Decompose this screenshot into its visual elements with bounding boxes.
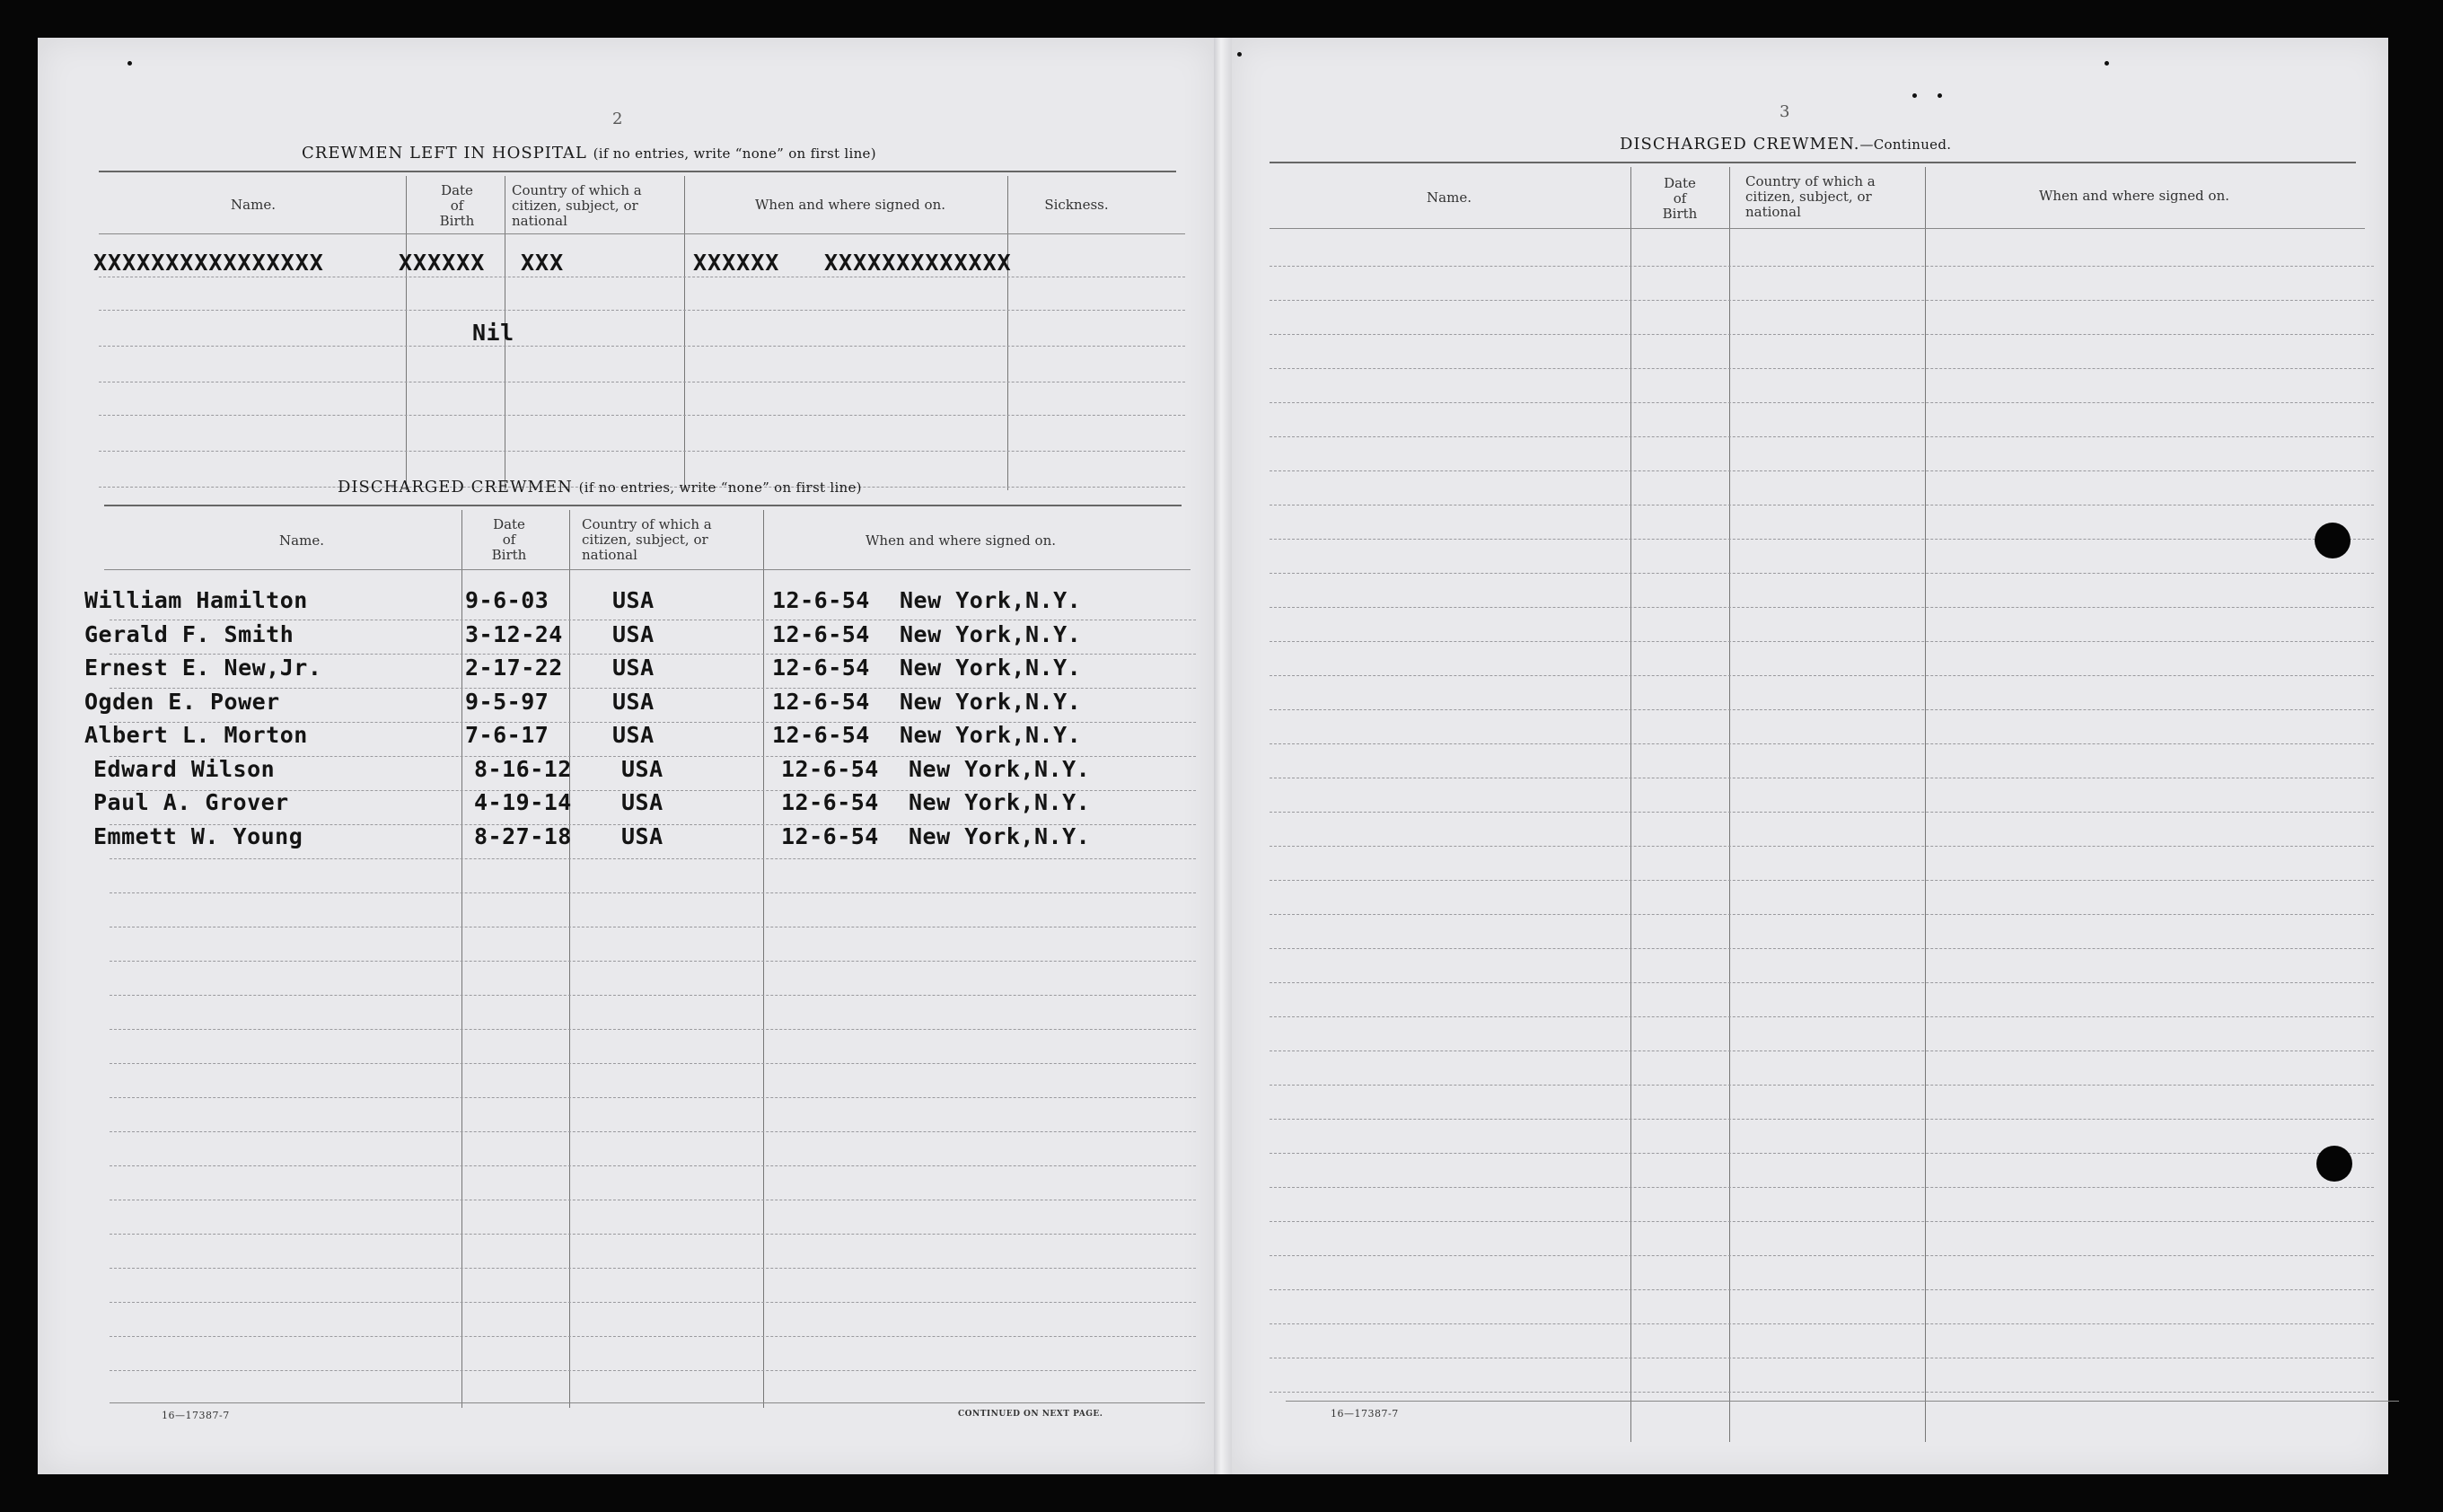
blank-line — [1270, 846, 2374, 847]
row-place: New York,N.Y. — [909, 756, 1091, 782]
punch-hole — [2315, 523, 2351, 558]
row-dob: 9-6-03 — [465, 587, 549, 613]
blank-line — [110, 1097, 1196, 1098]
blank-line — [1270, 1289, 2374, 1290]
hospital-title: CREWMEN LEFT IN HOSPITAL — [302, 144, 587, 163]
row-country: USA — [621, 756, 663, 782]
page-number: 3 — [1780, 102, 1790, 121]
row-date: 12-6-54 — [772, 722, 870, 748]
blank-line — [110, 790, 1196, 791]
blank-line — [1270, 1085, 2374, 1086]
discharged-col-country: Country of which a citizen, subject, or national — [582, 516, 712, 563]
nil-entry: Nil — [472, 320, 514, 346]
discharged-section-title — [338, 478, 862, 497]
continued-note: CONTINUED ON NEXT PAGE. — [958, 1410, 1103, 1419]
row-name: Paul A. Grover — [93, 789, 289, 815]
blank-line — [1270, 1323, 2374, 1324]
row-name: Gerald F. Smith — [84, 621, 294, 647]
blank-line — [110, 858, 1196, 859]
blank-line — [1270, 641, 2374, 642]
struck-name: XXXXXXXXXXXXXXXX — [93, 250, 324, 276]
hospital-col-country: Country of which a citizen, subject, or national — [512, 182, 642, 229]
row-name: Ogden E. Power — [84, 689, 280, 715]
row-dob: 8-16-12 — [474, 756, 572, 782]
blank-line — [110, 1131, 1196, 1132]
row-dob: 2-17-22 — [465, 655, 563, 681]
blank-line — [1270, 982, 2374, 983]
row-date: 12-6-54 — [772, 587, 870, 613]
row-name: Emmett W. Young — [93, 823, 303, 849]
blank-line — [1270, 470, 2374, 471]
blank-line — [1270, 1392, 2374, 1393]
punch-hole — [2316, 1146, 2352, 1182]
blank-line — [110, 961, 1196, 962]
row-date: 12-6-54 — [772, 621, 870, 647]
page-number: 2 — [612, 110, 623, 128]
row-dob: 3-12-24 — [465, 621, 563, 647]
row-dob: 9-5-97 — [465, 689, 549, 715]
blank-line — [1270, 1016, 2374, 1017]
blank-line — [110, 1336, 1196, 1337]
blank-line — [110, 1302, 1196, 1303]
row-place: New York,N.Y. — [900, 689, 1082, 715]
discharged-instruction: (if no entries, write “none” on first line) — [578, 479, 862, 496]
blank-line — [1270, 880, 2374, 881]
row-date: 12-6-54 — [781, 823, 879, 849]
row-country: USA — [612, 621, 655, 647]
right-page — [1232, 38, 2388, 1474]
row-name: Edward Wilson — [93, 756, 276, 782]
row-place: New York,N.Y. — [900, 655, 1082, 681]
row-country: USA — [612, 655, 655, 681]
row-dob: 7-6-17 — [465, 722, 549, 748]
blank-line — [110, 1234, 1196, 1235]
struck-dob: XXXXXX — [399, 250, 486, 276]
hospital-col-name: Name. — [231, 197, 276, 213]
page-fold — [1214, 38, 1232, 1474]
blank-line — [1270, 675, 2374, 676]
row-dob: 4-19-14 — [474, 789, 572, 815]
blank-line — [110, 1370, 1196, 1371]
row-country: USA — [612, 689, 655, 715]
blank-line — [110, 756, 1196, 757]
blank-line — [1270, 539, 2374, 540]
hospital-col-signed: When and where signed on. — [754, 197, 945, 213]
right-col-country: Country of which a citizen, subject, or national — [1745, 173, 1876, 220]
blank-line — [110, 824, 1196, 825]
blank-line — [110, 654, 1196, 655]
blank-line — [1270, 1255, 2374, 1256]
row-date: 12-6-54 — [772, 655, 870, 681]
hospital-col-sickness: Sickness. — [1044, 197, 1109, 213]
blank-line — [110, 1268, 1196, 1269]
row-country: USA — [621, 789, 663, 815]
blank-line — [110, 892, 1196, 893]
blank-line — [1270, 436, 2374, 437]
blank-line — [1270, 709, 2374, 710]
hospital-instruction: (if no entries, write “none” on first line) — [593, 145, 876, 162]
right-top-rule — [1270, 162, 2356, 163]
row-country: USA — [612, 587, 655, 613]
blank-line — [1270, 1050, 2374, 1051]
blank-line — [110, 1029, 1196, 1030]
right-col-dob: Date of Birth — [1662, 175, 1698, 222]
discharged-continued-title — [1620, 135, 1951, 154]
blank-line — [1270, 948, 2374, 949]
blank-line — [1270, 573, 2374, 574]
hospital-top-rule — [99, 171, 1176, 172]
blank-line — [1270, 1119, 2374, 1120]
blank-line — [1270, 300, 2374, 301]
discharged-title: DISCHARGED CREWMEN. — [1620, 135, 1860, 154]
struck-where: XXXXXXXXXXXXX — [824, 250, 1012, 276]
row-place: New York,N.Y. — [909, 789, 1091, 815]
row-place: New York,N.Y. — [900, 722, 1082, 748]
blank-line — [1270, 402, 2374, 403]
blank-line — [1270, 1221, 2374, 1222]
right-col-signed: When and where signed on. — [2038, 188, 2229, 204]
form-number: 16—17387-7 — [162, 1410, 230, 1421]
row-name: Ernest E. New,Jr. — [84, 655, 322, 681]
blank-line — [1270, 1153, 2374, 1154]
row-date: 12-6-54 — [772, 689, 870, 715]
discharged-col-dob: Date of Birth — [491, 516, 527, 563]
row-date: 12-6-54 — [781, 756, 879, 782]
blank-line — [1270, 812, 2374, 813]
discharged-top-rule — [104, 505, 1182, 506]
blank-line — [110, 722, 1196, 723]
blank-line — [1270, 368, 2374, 369]
blank-line — [110, 1063, 1196, 1064]
hospital-section-title — [302, 144, 876, 163]
blank-line — [1270, 743, 2374, 744]
row-place: New York,N.Y. — [909, 823, 1091, 849]
row-country: USA — [612, 722, 655, 748]
left-page — [38, 38, 1214, 1474]
row-date: 12-6-54 — [781, 789, 879, 815]
blank-line — [1270, 266, 2374, 267]
blank-line — [1270, 1187, 2374, 1188]
form-number: 16—17387-7 — [1331, 1408, 1399, 1420]
blank-line — [1270, 607, 2374, 608]
row-place: New York,N.Y. — [900, 587, 1082, 613]
discharged-title: DISCHARGED CREWMEN — [338, 478, 573, 497]
row-country: USA — [621, 823, 663, 849]
hospital-col-dob: Date of Birth — [439, 182, 475, 229]
row-place: New York,N.Y. — [900, 621, 1082, 647]
row-name: William Hamilton — [84, 587, 308, 613]
discharged-col-name: Name. — [279, 532, 324, 549]
struck-when: XXXXXX — [693, 250, 780, 276]
right-col-name: Name. — [1427, 189, 1472, 206]
blank-line — [110, 1165, 1196, 1166]
discharged-col-signed: When and where signed on. — [865, 532, 1056, 549]
struck-country: XXX — [521, 250, 565, 276]
blank-line — [1270, 334, 2374, 335]
blank-line — [110, 995, 1196, 996]
row-dob: 8-27-18 — [474, 823, 572, 849]
continued-suffix: —Continued. — [1859, 136, 1952, 153]
blank-line — [110, 688, 1196, 689]
row-name: Albert L. Morton — [84, 722, 308, 748]
blank-line — [1270, 914, 2374, 915]
